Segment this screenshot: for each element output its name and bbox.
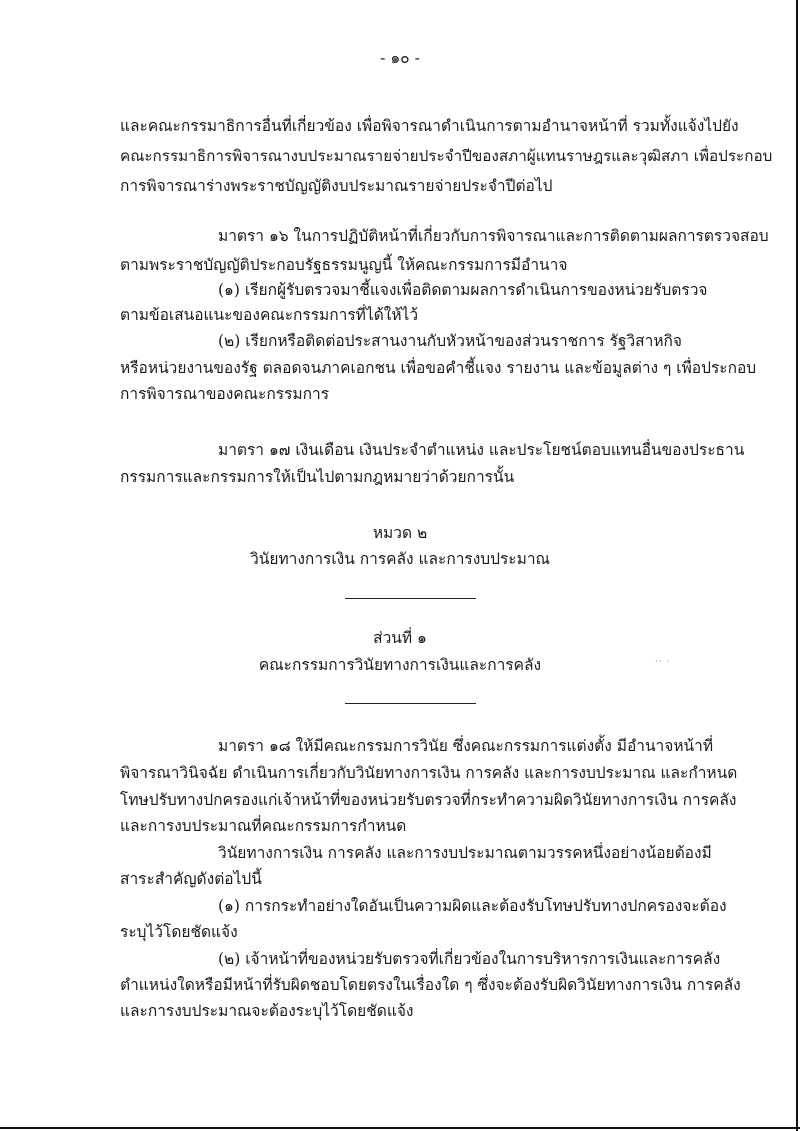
- section-16-item-2: (๒) เรียกหรือติดต่อประสานงานกับหัวหน้าของส่วนราชการ รัฐวิสาหกิจ: [218, 332, 683, 350]
- scan-specks: ·· ·: [655, 657, 671, 667]
- paragraph-line: คณะกรรมาธิการพิจารณางบประมาณรายจ่ายประจำปีของสภาผู้แทนราษฎรและวุฒิสภา เพื่อประกอบ: [120, 147, 773, 165]
- section-18-item-1: (๑) การกระทำอย่างใดอันเป็นความผิดและต้องรับโทษปรับทางปกครองจะต้อง: [218, 897, 727, 915]
- section-17-line: กรรมการและกรรมการให้เป็นไปตามกฎหมายว่าด้วยการนั้น: [120, 468, 515, 486]
- section-18-line: พิจารณาวินิจฉัย ดำเนินการเกี่ยวกับวินัยทางการเงิน การคลัง และการงบประมาณ และกำหนด: [120, 764, 738, 782]
- section-16-item-1: (๑) เรียกผู้รับตรวจมาชี้แจงเพื่อติดตามผลการดำเนินการของหน่วยรับตรวจ: [218, 281, 708, 299]
- divider-rule: [345, 703, 476, 704]
- section-16-item-2: หรือหน่วยงานของรัฐ ตลอดจนภาคเอกชน เพื่อขอคำชี้แจง รายงาน และข้อมูลต่าง ๆ เพื่อประกอบ: [120, 359, 757, 377]
- paragraph-line: การพิจารณาร่างพระราชบัญญัติงบประมาณรายจ่ายประจำปีต่อไป: [120, 177, 553, 195]
- scan-edge-bottom: [0, 1127, 800, 1129]
- section-18-line: โทษปรับทางปกครองแก่เจ้าหน้าที่ของหน่วยรับตรวจที่กระทำความผิดวินัยทางการเงิน การคลัง: [120, 791, 737, 809]
- chapter-title: วินัยทางการเงิน การคลัง และการงบประมาณ: [250, 550, 550, 568]
- divider-rule: [345, 598, 476, 599]
- part-number: ส่วนที่ ๑: [373, 629, 427, 647]
- section-18-item-1: ระบุไว้โดยชัดแจ้ง: [120, 923, 238, 941]
- section-18-item-2: (๒) เจ้าหน้าที่ของหน่วยรับตรวจที่เกี่ยวข้องในการบริหารการเงินและการคลัง: [218, 950, 721, 968]
- section-17-line: มาตรา ๑๗ เงินเดือน เงินประจำตำแหน่ง และประโยชน์ตอบแทนอื่นของประธาน: [218, 441, 745, 459]
- section-18-item-2: และการงบประมาณจะต้องระบุไว้โดยชัดแจ้ง: [120, 1002, 414, 1020]
- section-18-line: มาตรา ๑๘ ให้มีคณะกรรมการวินัย ซึ่งคณะกรรมการแต่งตั้ง มีอำนาจหน้าที่: [218, 737, 714, 755]
- section-16-item-2: การพิจารณาของคณะกรรมการ: [120, 385, 330, 403]
- section-16-line: มาตรา ๑๖ ในการปฏิบัติหน้าที่เกี่ยวกับการพิจารณาและการติดตามผลการตรวจสอบ: [218, 227, 769, 245]
- section-18-paragraph-2: วินัยทางการเงิน การคลัง และการงบประมาณตามวรรคหนึ่งอย่างน้อยต้องมี: [218, 844, 712, 862]
- page-number: - ๑๐ -: [380, 49, 420, 67]
- part-title: คณะกรรมการวินัยทางการเงินและการคลัง: [258, 656, 542, 674]
- section-18-paragraph-2: สาระสำคัญดังต่อไปนี้: [120, 870, 262, 888]
- paragraph-line: และคณะกรรมาธิการอื่นที่เกี่ยวข้อง เพื่อพิจารณาดำเนินการตามอำนาจหน้าที่ รวมทั้งแจ้งไปยัง: [120, 117, 739, 135]
- section-18-line: และการงบประมาณที่คณะกรรมการกำหนด: [120, 817, 407, 835]
- section-16-item-1: ตามข้อเสนอแนะของคณะกรรมการที่ได้ให้ไว้: [120, 306, 419, 324]
- section-18-item-2: ตำแหน่งใดหรือมีหน้าที่รับผิดชอบโดยตรงในเรื่องใด ๆ ซึ่งจะต้องรับผิดวินัยทางการเงิน การคลัง: [120, 976, 741, 994]
- section-16-line: ตามพระราชบัญญัติประกอบรัฐธรรมนูญนี้ ให้คณะกรรมการมีอำนาจ: [120, 256, 568, 274]
- chapter-number: หมวด ๒: [372, 524, 428, 542]
